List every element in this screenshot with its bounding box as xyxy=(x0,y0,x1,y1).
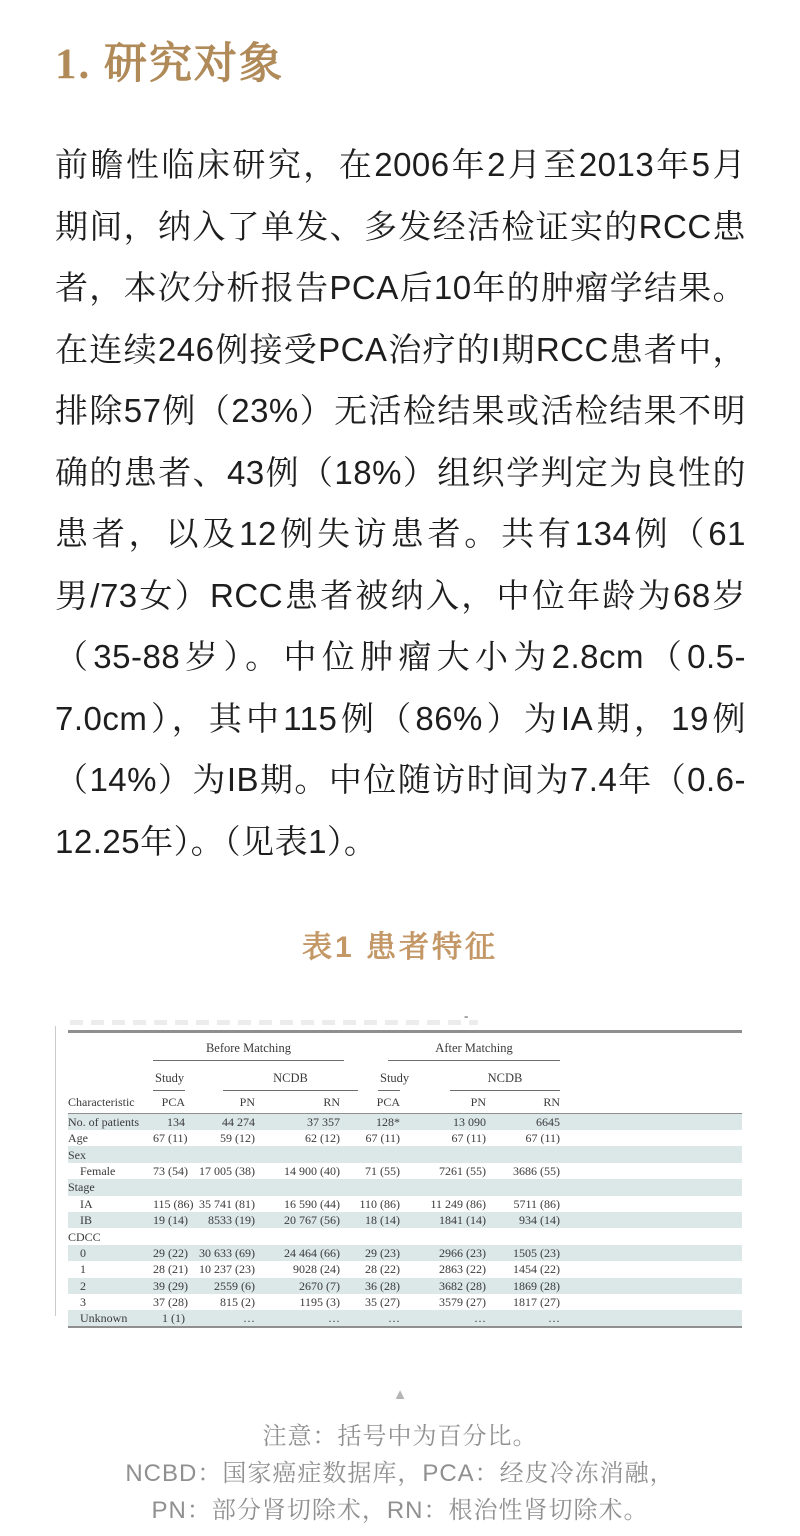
table-cell xyxy=(486,1146,560,1162)
table-row xyxy=(68,1294,742,1310)
table-cell: 35 (27) xyxy=(365,1295,400,1310)
table-cell xyxy=(400,1179,486,1195)
column-header-characteristic: Characteristic xyxy=(68,1091,153,1114)
table-cell: 24 464 (66) xyxy=(284,1245,340,1260)
table-cell xyxy=(400,1146,486,1162)
table-cell: 44 274 xyxy=(222,1115,255,1129)
table-cell: 8533 (19) xyxy=(208,1213,255,1228)
table-cell: 36 (28) xyxy=(365,1278,400,1293)
table-cell xyxy=(185,1228,255,1244)
table-cell: 39 (29) xyxy=(153,1278,188,1293)
table-cell: 1195 (3) xyxy=(299,1295,340,1310)
table-cell: … xyxy=(548,1311,561,1326)
table-cell: 67 (11) xyxy=(153,1131,188,1146)
table-row xyxy=(68,1146,742,1162)
ghost-caption-strip xyxy=(70,1020,478,1025)
cropped-caption-remnant xyxy=(68,1008,742,1030)
sub-header-study-after: Study xyxy=(358,1061,400,1091)
table-cell: 14 900 (40) xyxy=(284,1163,340,1178)
table-cell xyxy=(185,1146,255,1162)
article-page xyxy=(0,40,800,1536)
footnote-line: PN：部分肾切除术，RN：根治性肾切除术。 xyxy=(151,1497,649,1525)
table-cell xyxy=(358,1146,400,1162)
table-cell xyxy=(153,1228,185,1244)
table-column-header-row xyxy=(68,1091,742,1114)
table-filler-cell xyxy=(560,1310,742,1327)
table-cell: 29 (22) xyxy=(153,1245,188,1260)
group-header-before: Before Matching xyxy=(153,1032,358,1062)
row-label: Stage xyxy=(68,1180,95,1195)
table-cell: 17 005 (38) xyxy=(199,1163,255,1178)
table-cell: 1869 (28) xyxy=(513,1278,561,1293)
blank-cell xyxy=(68,1061,153,1091)
table-cell: 67 (11) xyxy=(451,1131,486,1146)
column-header-pn-after: PN xyxy=(400,1091,486,1114)
table-cell: 67 (11) xyxy=(525,1131,561,1146)
column-header-pn-before: PN xyxy=(185,1091,255,1114)
table-cell xyxy=(358,1228,400,1244)
table-filler-cell xyxy=(560,1114,742,1131)
row-label: Female xyxy=(80,1163,116,1178)
table-filler-cell xyxy=(560,1245,742,1261)
table-cell: … xyxy=(474,1311,486,1326)
table-cell: 3686 (55) xyxy=(513,1163,561,1178)
patient-characteristics-table xyxy=(68,1030,742,1328)
ghost-caption-dash: - xyxy=(464,1008,469,1023)
table-cell: 2559 (6) xyxy=(214,1278,255,1293)
table-cell: 128* xyxy=(376,1115,400,1129)
table-cell: 18 (14) xyxy=(365,1213,400,1228)
table-filler-cell xyxy=(560,1278,742,1294)
section-heading: 1. 研究对象 xyxy=(55,41,284,88)
table-filler-cell xyxy=(560,1212,742,1228)
table-cell: 1817 (27) xyxy=(513,1295,561,1310)
table-cell xyxy=(255,1179,358,1195)
table-cell: 29 (23) xyxy=(365,1245,400,1260)
table-row xyxy=(68,1278,742,1294)
sub-header-study-before: Study xyxy=(153,1061,185,1091)
table-cell: 71 (55) xyxy=(365,1163,400,1178)
table-cell: 16 590 (44) xyxy=(284,1196,340,1211)
row-label: 1 xyxy=(80,1262,86,1277)
table-row xyxy=(68,1245,742,1261)
table-cell: 134 xyxy=(167,1115,185,1129)
blank-cell xyxy=(68,1032,153,1062)
group-header-after: After Matching xyxy=(358,1032,560,1062)
table-group-header-row xyxy=(68,1032,742,1062)
table-cell: 1 (1) xyxy=(162,1311,185,1326)
table-filler-cell xyxy=(560,1163,742,1179)
table-cell: 67 (11) xyxy=(365,1131,400,1146)
column-header-pca-after: PCA xyxy=(358,1091,400,1114)
table-cell: … xyxy=(243,1311,255,1326)
table-row xyxy=(68,1179,742,1195)
table-cell xyxy=(486,1228,560,1244)
table-cell: 115 (86) xyxy=(153,1196,194,1211)
table-cell: 28 (22) xyxy=(365,1262,400,1277)
footnote xyxy=(0,1418,800,1529)
table-cell: 62 (12) xyxy=(305,1131,340,1146)
table-row xyxy=(68,1196,742,1212)
table-cell: 28 (21) xyxy=(153,1262,188,1277)
footnote-line: 注意：括号中为百分比。 xyxy=(262,1423,538,1451)
table-cell: 5711 (86) xyxy=(513,1196,561,1211)
table-cell: 59 (12) xyxy=(220,1131,255,1146)
row-label: Sex xyxy=(68,1147,86,1162)
table-filler-cell xyxy=(560,1294,742,1310)
table-cell: 35 741 (81) xyxy=(199,1196,255,1211)
table-cell: 13 090 xyxy=(453,1115,486,1129)
table-cell: … xyxy=(328,1311,340,1326)
scan-edge-line xyxy=(55,1026,56,1316)
table-row xyxy=(68,1310,742,1327)
table-cell: 37 357 xyxy=(307,1115,340,1129)
table-filler-cell xyxy=(560,1261,742,1277)
table-cell: 9028 (24) xyxy=(293,1262,340,1277)
column-header-pca-before: PCA xyxy=(153,1091,185,1114)
table-filler-cell xyxy=(560,1196,742,1212)
row-label: Unknown xyxy=(80,1311,128,1326)
table-cell: 815 (2) xyxy=(220,1295,255,1310)
table-cell: 2670 (7) xyxy=(299,1278,340,1293)
table-cell: 1454 (22) xyxy=(513,1262,561,1277)
table-cell xyxy=(185,1179,255,1195)
table-cell: … xyxy=(388,1311,400,1326)
table-row xyxy=(68,1228,742,1244)
table-filler-cell xyxy=(560,1179,742,1195)
table-cell: 20 767 (56) xyxy=(284,1213,340,1228)
row-label: IB xyxy=(80,1213,92,1228)
table-cell: 30 633 (69) xyxy=(199,1245,255,1260)
table-cell xyxy=(153,1146,185,1162)
row-label: 2 xyxy=(80,1278,86,1293)
blank-cell xyxy=(560,1061,742,1091)
sub-header-ncdb-after: NCDB xyxy=(400,1061,560,1091)
table-cell: 7261 (55) xyxy=(439,1163,486,1178)
table-subgroup-header-row xyxy=(68,1061,742,1091)
row-label: CDCC xyxy=(68,1229,101,1244)
table-cell xyxy=(255,1146,358,1162)
row-label: Age xyxy=(68,1131,88,1146)
table-cell xyxy=(255,1228,358,1244)
table-filler-cell xyxy=(560,1146,742,1162)
table-cell: 1841 (14) xyxy=(439,1213,486,1228)
table-row xyxy=(68,1163,742,1179)
table-cell: 3579 (27) xyxy=(439,1295,486,1310)
row-label: No. of patients xyxy=(68,1115,139,1129)
table-row xyxy=(68,1114,742,1131)
triangle-up-icon: ▲ xyxy=(392,1386,408,1404)
table-cell xyxy=(400,1228,486,1244)
table-filler-cell xyxy=(560,1228,742,1244)
table-figure xyxy=(68,1008,742,1328)
table-cell xyxy=(358,1179,400,1195)
table-cell: 3682 (28) xyxy=(439,1278,486,1293)
table-cell: 19 (14) xyxy=(153,1213,188,1228)
table-cell: 2863 (22) xyxy=(439,1262,486,1277)
table-filler-cell xyxy=(560,1130,742,1146)
table-cell: 73 (54) xyxy=(153,1163,188,1178)
blank-cell xyxy=(560,1091,742,1114)
row-label: 3 xyxy=(80,1295,86,1310)
table-cell: 2966 (23) xyxy=(439,1245,486,1260)
sub-header-ncdb-before: NCDB xyxy=(185,1061,358,1091)
row-label: IA xyxy=(80,1196,93,1211)
table-cell: 10 237 (23) xyxy=(199,1262,255,1277)
table-cell: 37 (28) xyxy=(153,1295,188,1310)
table-body xyxy=(68,1114,742,1328)
table-row xyxy=(68,1261,742,1277)
table-cell xyxy=(153,1179,185,1195)
table-cell: 110 (86) xyxy=(359,1196,400,1211)
footnote-line: NCBD：国家癌症数据库，PCA：经皮冷冻消融， xyxy=(125,1460,675,1488)
table-cell: 934 (14) xyxy=(519,1213,561,1228)
column-header-rn-before: RN xyxy=(255,1091,358,1114)
blank-cell xyxy=(560,1032,742,1062)
body-paragraph: 前瞻性临床研究，在2006年2月至2013年5月期间，纳入了单发、多发经活检证实的RCC患者，本次分析报告PCA后10年的肿瘤学结果。在连续246例接受PCA治疗的I期RCC患者中，排除57例（23%）无活检结果或活检结果不明确的患者、43例（18%）组织学判定为良性的患者，以及12例失访患者。共有134例（61男/73女）RCC患者被纳入，中位年龄为68岁（35-88岁）。中位肿瘤大小为2.8cm（0.5-7.0cm），其中115例（86%）为IA期，19例（14%）为IB期。中位随访时间为7.4年（0.6-12.25年）。（见表1）。 xyxy=(55,146,746,860)
table-cell: 1505 (23) xyxy=(513,1245,561,1260)
table-cell: 6645 xyxy=(536,1115,561,1129)
table-cell xyxy=(486,1179,560,1195)
table-caption: 表1 患者特征 xyxy=(301,931,499,964)
table-row xyxy=(68,1212,742,1228)
row-label: 0 xyxy=(80,1245,86,1260)
table-cell: 11 249 (86) xyxy=(430,1196,486,1211)
column-header-rn-after: RN xyxy=(486,1091,560,1114)
table-row xyxy=(68,1130,742,1146)
